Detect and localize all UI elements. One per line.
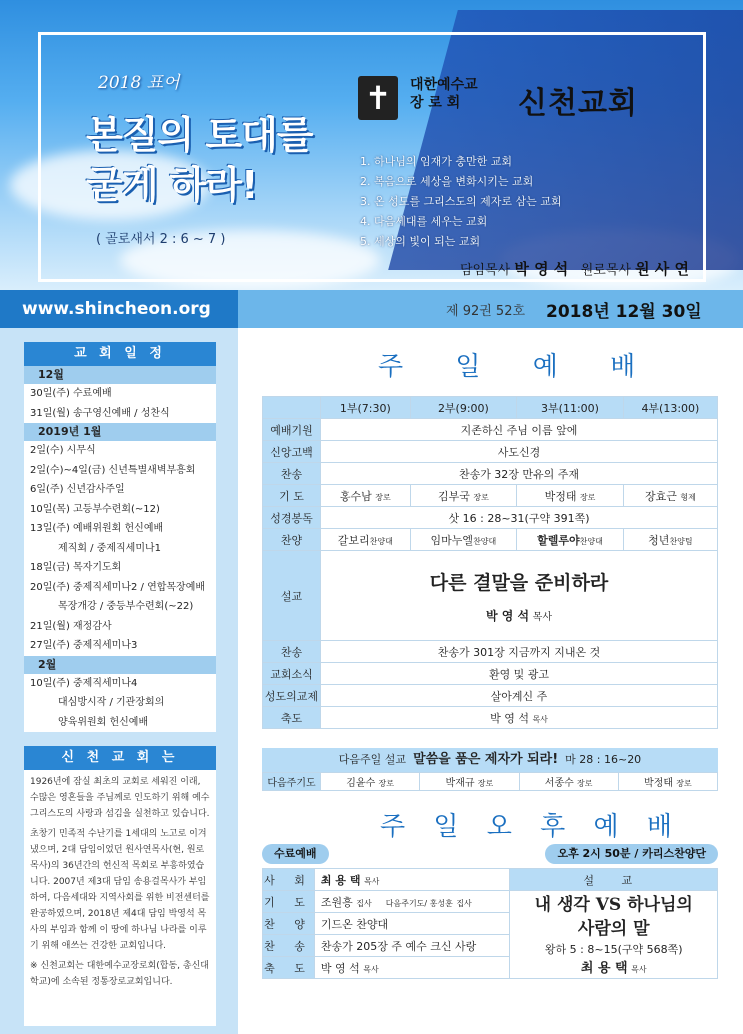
table-row xyxy=(263,773,718,791)
choir-suffix: 찬양대 xyxy=(369,536,393,546)
person-role: 장로 xyxy=(477,779,494,788)
row-value xyxy=(314,891,510,913)
row-label: 교회소식 xyxy=(263,663,321,685)
prayer-cell xyxy=(410,485,517,507)
intro-title: 신 천 교 회 는 xyxy=(24,746,216,770)
person-role: 장로 xyxy=(473,492,489,502)
emeritus-pastor-label: 원로목사 xyxy=(580,263,631,278)
row-value: 살아계신 주 xyxy=(321,685,718,707)
afternoon-info-bar xyxy=(262,844,718,866)
person-role: 장로 xyxy=(676,779,692,788)
church-name: 신천교회 xyxy=(518,86,638,121)
table-row xyxy=(263,441,718,463)
choir-name: 임마누엘 xyxy=(430,533,474,547)
person-role: 형제 xyxy=(680,492,696,502)
website-link[interactable]: www.shincheon.org xyxy=(0,290,238,328)
afternoon-service-type: 수료예배 xyxy=(262,844,329,864)
cross-logo-icon: ✝ xyxy=(358,76,398,120)
row-label: 기 도 xyxy=(263,485,321,507)
theme-line-2: 굳게 하라! xyxy=(86,163,258,207)
row-label: 축 도 xyxy=(263,957,315,979)
person-role: 장로 xyxy=(576,779,593,788)
denomination-line-2: 장 로 회 xyxy=(410,95,461,111)
row-value: 지존하신 주님 이름 앞에 xyxy=(321,419,718,441)
schedule-item: 21일(월) 재정감사 xyxy=(30,620,112,632)
row-value: 찬송가 205장 주 예수 크신 사랑 xyxy=(314,935,510,957)
person-name: 김윤수 xyxy=(346,778,376,789)
row-label: 신앙고백 xyxy=(263,441,321,463)
row-value: 사도신경 xyxy=(321,441,718,463)
sermon-title-line: 사람의 말 xyxy=(577,919,650,939)
intro-note: ※ 신천교회는 대한예수교장로회(합동, 총신대학교)에 소속된 정통장로교회입니다. xyxy=(30,961,209,987)
schedule-title: 교 회 일 정 xyxy=(24,342,216,366)
row-value: 기드온 찬양대 xyxy=(314,913,510,935)
afternoon-service-time: 오후 2시 50분 / 카리스찬양단 xyxy=(545,844,718,864)
person-role: 목사 xyxy=(363,876,380,886)
next-sermon-reference: 마 28 : 16~20 xyxy=(565,753,642,766)
next-sermon-label: 다음주일 설교 xyxy=(338,753,407,766)
person-role: 집사 xyxy=(356,898,372,908)
schedule-item: 20일(주) 중제직세미나2 / 연합목장예배 xyxy=(30,581,206,593)
sermon-cell xyxy=(321,551,718,641)
row-label: 찬 양 xyxy=(263,913,315,935)
person-name: 최 용 택 xyxy=(320,873,361,887)
sunday-service-title: 주 일 예 배 xyxy=(378,352,658,382)
person-name: 박정태 xyxy=(544,489,577,503)
row-label: 찬 송 xyxy=(263,935,315,957)
prayer-cell xyxy=(517,485,624,507)
schedule-item: 10일(주) 중제직세미나4 xyxy=(30,677,138,689)
service-time: 2부(9:00) xyxy=(410,397,517,419)
prayer-cell xyxy=(321,773,420,791)
left-column xyxy=(0,328,238,1034)
schedule-item: 30일(주) 수료예배 xyxy=(30,388,112,399)
issue-info xyxy=(238,290,743,328)
person-name: 박 영 석 xyxy=(490,711,529,725)
theme-line-1: 본질의 토대를 xyxy=(86,113,313,157)
sermon-label: 설 교 xyxy=(510,869,718,891)
preacher-role: 목사 xyxy=(631,965,647,974)
denomination-name xyxy=(410,76,510,112)
choir-suffix: 찬양대 xyxy=(579,536,603,546)
preacher-role: 목사 xyxy=(532,611,552,623)
vision-item: 4. 다음세대를 세우는 교회 xyxy=(360,215,488,228)
service-time: 1부(7:30) xyxy=(321,397,411,419)
table-row xyxy=(263,707,718,729)
intro-paragraph: 초창기 민족적 수난기를 1세대의 노고로 이겨냈으며, 2대 담임이었던 원사연목사(현, 원로목사)의 36년간의 헌신적 목회로 부흥하였습니다. 2007년 제3대 담임 송용걸목사가 부임하여, 다음세대와 지역사회를 위한 비전센터를 완공하였으며, 2018년 제4대 담임 박영석 목사의 부임과 함께 이 땅에 하나님 나라를 이루기 위해 애쓰는 건강한 교회입니다. xyxy=(30,829,210,951)
row-label: 사 회 xyxy=(263,869,315,891)
schedule-item: 2일(수) 시무식 xyxy=(30,445,96,456)
service-time: 4부(13:00) xyxy=(623,397,717,419)
church-intro xyxy=(24,746,216,1026)
choir-suffix: 찬양대 xyxy=(473,536,497,546)
month-header: 2019년 1월 xyxy=(24,423,216,441)
choir-cell xyxy=(410,529,517,551)
person-name: 박정태 xyxy=(644,778,674,789)
afternoon-service-table xyxy=(262,868,718,979)
info-bar xyxy=(0,290,743,328)
choir-name: 할렐루야 xyxy=(537,533,580,547)
service-time: 3부(11:00) xyxy=(517,397,624,419)
schedule-item: 2일(수)~4일(금) 신년특별새벽부흥회 xyxy=(30,464,196,476)
row-label: 찬양 xyxy=(263,529,321,551)
church-schedule xyxy=(24,342,216,732)
senior-pastor-name: 박 영 석 xyxy=(514,260,569,278)
choir-name: 갈보리 xyxy=(337,533,370,547)
choir-cell xyxy=(517,529,624,551)
schedule-item: 13일(주) 예배위원회 헌신예배 xyxy=(30,523,164,534)
person-name: 박 영 석 xyxy=(320,961,360,975)
person-role: 목사 xyxy=(363,964,379,974)
row-value xyxy=(314,957,510,979)
table-row xyxy=(263,529,718,551)
table-row xyxy=(263,485,718,507)
row-value xyxy=(314,869,510,891)
row-label: 찬송 xyxy=(263,641,321,663)
afternoon-service-title: 주 일 오 후 예 배 xyxy=(380,812,683,842)
pastor-line xyxy=(460,258,689,279)
denomination-line-1: 대한예수교 xyxy=(410,77,478,93)
person-role: 장로 xyxy=(579,492,596,502)
senior-pastor-label: 담임목사 xyxy=(460,263,511,278)
preacher-name: 최 용 택 xyxy=(580,961,628,976)
schedule-item: 18일(금) 목자기도회 xyxy=(30,562,122,573)
row-label: 축도 xyxy=(263,707,321,729)
row-label: 기 도 xyxy=(263,891,315,913)
person-name: 홍수남 xyxy=(339,489,372,503)
vision-item: 5. 세상의 빛이 되는 교회 xyxy=(360,235,481,248)
next-prayer-table xyxy=(262,772,718,791)
emeritus-pastor-name: 원 사 연 xyxy=(635,260,689,278)
table-row xyxy=(263,419,718,441)
table-row xyxy=(263,641,718,663)
prayer-cell xyxy=(618,773,717,791)
choir-cell xyxy=(623,529,717,551)
prayer-cell xyxy=(623,485,717,507)
afternoon-sermon-cell xyxy=(510,891,718,979)
person-name: 서종수 xyxy=(544,778,574,789)
row-value: 환영 및 광고 xyxy=(321,663,718,685)
prayer-cell xyxy=(420,773,519,791)
row-value: 찬송가 32장 만유의 주재 xyxy=(321,463,718,485)
issue-date: 2018년 12월 30일 xyxy=(546,302,702,322)
person-role: 집사 xyxy=(456,898,472,908)
issue-volume: 제 92권 52호 xyxy=(446,304,526,319)
row-label: 성도의교제 xyxy=(263,685,321,707)
table-row xyxy=(263,663,718,685)
row-label: 설교 xyxy=(263,551,321,641)
month-header: 2월 xyxy=(24,656,216,674)
schedule-item: 27일(주) 중제직세미나3 xyxy=(30,640,138,651)
table-row xyxy=(263,869,718,891)
sermon-title-line: 내 생각 VS 하나님의 xyxy=(534,895,693,915)
sermon-reference: 왕하 5 : 8~15(구약 568쪽) xyxy=(544,943,683,956)
header-banner xyxy=(0,0,743,290)
row-label: 다음주기도 xyxy=(263,773,321,791)
prayer-cell xyxy=(321,485,411,507)
table-row xyxy=(263,551,718,641)
row-label: 찬송 xyxy=(263,463,321,485)
next-week-section xyxy=(262,748,718,791)
schedule-item: 목장개강 / 중등부수련회(~22) xyxy=(58,601,194,612)
schedule-item: 10일(목) 고등부수련회(~12) xyxy=(30,503,160,515)
schedule-item: 양육위원회 헌신예배 xyxy=(58,716,149,728)
schedule-item: 제직회 / 중제직세미나1 xyxy=(58,542,162,554)
next-sermon-title: 말씀을 품은 제자가 되라! xyxy=(413,752,559,767)
vision-item: 3. 온 성도를 그리스도의 제자로 삼는 교회 xyxy=(360,195,562,208)
row-value: 찬송가 301장 지금까지 지내온 것 xyxy=(321,641,718,663)
prayer-cell xyxy=(519,773,618,791)
schedule-item: 대심방시작 / 기관장회의 xyxy=(58,697,165,708)
next-sermon-row xyxy=(262,748,718,772)
row-label: 예배기원 xyxy=(263,419,321,441)
sermon-title: 다른 결말을 준비하라 xyxy=(429,571,609,594)
church-vision-list xyxy=(360,152,562,252)
preacher-name: 박 영 석 xyxy=(486,608,530,623)
choir-suffix: 찬양팀 xyxy=(669,536,693,546)
table-row xyxy=(263,891,718,913)
person-name: 조원흥 xyxy=(320,895,353,909)
person-name: 장효근 xyxy=(644,489,677,503)
schedule-item: 31일(월) 송구영신예배 / 성찬식 xyxy=(30,407,170,419)
row-label: 성경봉독 xyxy=(263,507,321,529)
month-header: 12월 xyxy=(24,366,216,384)
vision-item: 1. 하나님의 임재가 충만한 교회 xyxy=(360,155,512,168)
schedule-item: 6일(주) 신년감사주일 xyxy=(30,484,125,495)
table-row xyxy=(263,685,718,707)
row-value: 삿 16 : 28~31(구약 391쪽) xyxy=(321,507,718,529)
person-role: 목사 xyxy=(532,714,548,724)
person-role: 장로 xyxy=(375,492,391,502)
vision-item: 2. 복음으로 세상을 변화시키는 교회 xyxy=(360,175,534,188)
row-value xyxy=(321,707,718,729)
theme-title xyxy=(86,110,312,210)
person-name: 김부국 xyxy=(437,489,470,503)
theme-reference: ( 골로새서 2 : 6 ~ 7 ) xyxy=(96,232,226,247)
sermon-preacher xyxy=(321,607,717,624)
person-name: 박재규 xyxy=(445,778,475,789)
table-row xyxy=(263,507,718,529)
person-role: 장로 xyxy=(378,779,394,788)
sunday-service-table xyxy=(262,396,718,729)
sermon-preacher xyxy=(510,957,717,976)
intro-paragraph: 1926년에 잠실 최초의 교회로 세워진 이래, 수많은 영혼들을 주님께로 인도하기 위해 예수 그리스도의 사랑과 섬김을 실천하고 있습니다. xyxy=(30,777,210,819)
table-row xyxy=(263,463,718,485)
year-motto-label: 2018 표어 xyxy=(98,73,180,93)
table-header-row xyxy=(263,397,718,419)
choir-cell xyxy=(321,529,411,551)
next-prayer-name: 다음주기도/ 홍성훈 xyxy=(385,898,453,908)
choir-name: 청년 xyxy=(648,533,670,547)
